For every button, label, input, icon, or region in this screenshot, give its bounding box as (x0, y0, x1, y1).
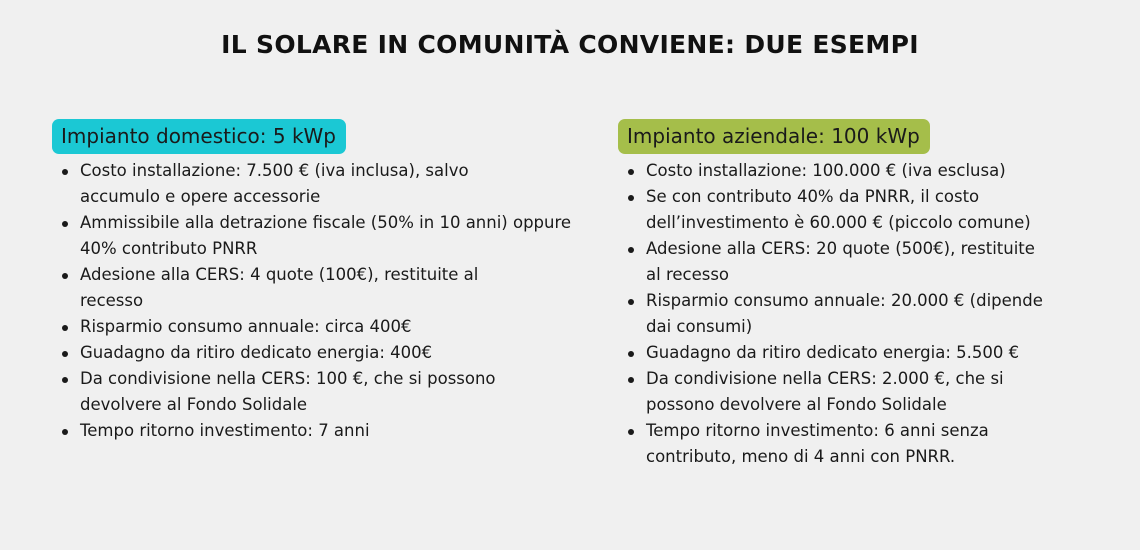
list-item: Tempo ritorno investimento: 6 anni senza contributo, meno di 4 anni con PNRR. (618, 418, 1066, 470)
list-item: Se con contributo 40% da PNRR, il costo dell’investimento è 60.000 € (piccolo comune) (618, 184, 1046, 236)
domestic-list (52, 158, 572, 444)
business-heading: Impianto aziendale: 100 kWp (618, 119, 930, 154)
business-list (618, 158, 1098, 470)
page-title: IL SOLARE IN COMUNITÀ CONVIENE: DUE ESEMPI (221, 30, 919, 59)
domestic-column (52, 119, 572, 444)
domestic-heading: Impianto domestico: 5 kWp (52, 119, 346, 154)
list-item: Guadagno da ritiro dedicato energia: 5.500 € (618, 340, 1106, 366)
list-item: Risparmio consumo annuale: 20.000 € (dipende dai consumi) (618, 288, 1046, 340)
business-column (618, 119, 1098, 470)
list-item: Guadagno da ritiro dedicato energia: 400€ (52, 340, 572, 366)
list-item: Costo installazione: 7.500 € (iva inclusa), salvo accumulo e opere accessorie (52, 158, 520, 210)
list-item: Ammissibile alla detrazione fiscale (50% in 10 anni) oppure 40% contributo PNRR (52, 210, 580, 262)
list-item: Adesione alla CERS: 20 quote (500€), restituite al recesso (618, 236, 1046, 288)
list-item: Da condivisione nella CERS: 2.000 €, che si possono devolvere al Fondo Solidale (618, 366, 1066, 418)
list-item: Risparmio consumo annuale: circa 400€ (52, 314, 572, 340)
list-item: Tempo ritorno investimento: 7 anni (52, 418, 572, 444)
list-item: Da condivisione nella CERS: 100 €, che si possono devolvere al Fondo Solidale (52, 366, 550, 418)
list-item: Costo installazione: 100.000 € (iva esclusa) (618, 158, 1086, 184)
list-item: Adesione alla CERS: 4 quote (100€), restituite al recesso (52, 262, 540, 314)
